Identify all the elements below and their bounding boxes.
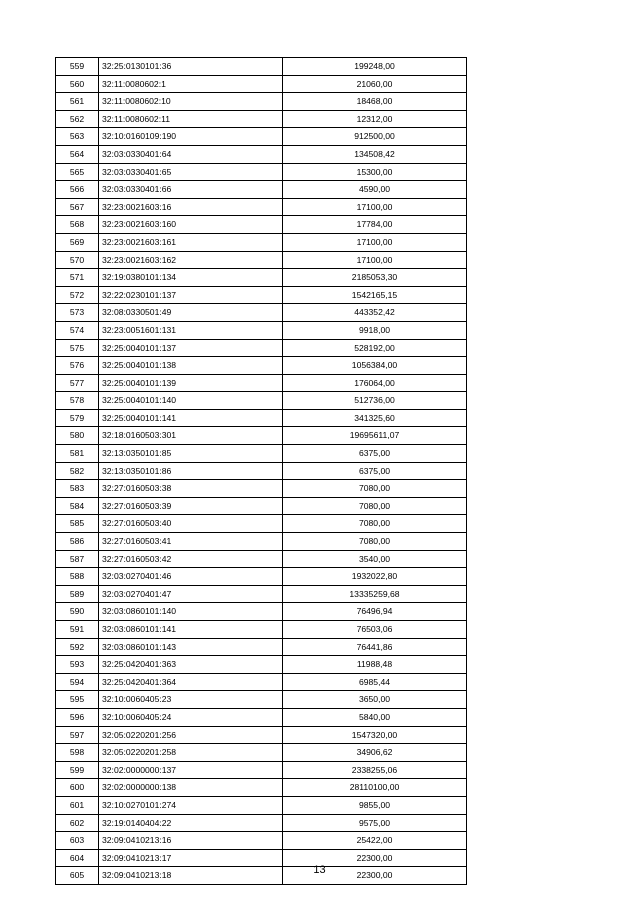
cadastral-number-cell: 32:27:0160503:40 — [99, 515, 283, 533]
value-cell: 1056384,00 — [283, 357, 467, 375]
value-cell: 9575,00 — [283, 814, 467, 832]
value-cell: 76503,06 — [283, 621, 467, 639]
table-row — [56, 233, 467, 251]
cadastral-number-cell: 32:10:0060405:23 — [99, 691, 283, 709]
cadastral-number-cell: 32:23:0051601:131 — [99, 321, 283, 339]
table-row — [56, 621, 467, 639]
row-number-cell: 593 — [56, 656, 99, 674]
cadastral-number-cell: 32:25:0420401:364 — [99, 673, 283, 691]
table-row — [56, 128, 467, 146]
cadastral-number-cell: 32:09:0410213:17 — [99, 849, 283, 867]
cadastral-number-cell: 32:23:0021603:161 — [99, 233, 283, 251]
table-row — [56, 409, 467, 427]
table-row — [56, 568, 467, 586]
value-cell: 1547320,00 — [283, 726, 467, 744]
table-row — [56, 691, 467, 709]
row-number-cell: 603 — [56, 832, 99, 850]
value-cell: 25422,00 — [283, 832, 467, 850]
cadastral-number-cell: 32:25:0040101:139 — [99, 374, 283, 392]
value-cell: 1932022,80 — [283, 568, 467, 586]
page-number: 13 — [313, 864, 326, 876]
value-cell: 17784,00 — [283, 216, 467, 234]
cadastral-number-cell: 32:11:0080602:11 — [99, 110, 283, 128]
row-number-cell: 586 — [56, 533, 99, 551]
cadastral-number-cell: 32:10:0270101:274 — [99, 796, 283, 814]
cadastral-number-cell: 32:27:0160503:38 — [99, 480, 283, 498]
row-number-cell: 594 — [56, 673, 99, 691]
table-row — [56, 216, 467, 234]
value-cell: 7080,00 — [283, 480, 467, 498]
row-number-cell: 605 — [56, 867, 99, 885]
value-cell: 7080,00 — [283, 497, 467, 515]
table-row — [56, 445, 467, 463]
value-cell: 17100,00 — [283, 233, 467, 251]
value-cell: 19695611,07 — [283, 427, 467, 445]
row-number-cell: 601 — [56, 796, 99, 814]
value-cell: 22300,00 — [283, 849, 467, 867]
table-row — [56, 779, 467, 797]
row-number-cell: 589 — [56, 585, 99, 603]
table-row — [56, 304, 467, 322]
row-number-cell: 584 — [56, 497, 99, 515]
row-number-cell: 559 — [56, 58, 99, 76]
cadastral-number-cell: 32:03:0330401:66 — [99, 181, 283, 199]
cadastral-number-cell: 32:03:0860101:143 — [99, 638, 283, 656]
row-number-cell: 596 — [56, 708, 99, 726]
cadastral-number-cell: 32:11:0080602:10 — [99, 93, 283, 111]
table-row — [56, 357, 467, 375]
cadastral-number-cell: 32:09:0410213:16 — [99, 832, 283, 850]
row-number-cell: 588 — [56, 568, 99, 586]
value-cell: 341325,60 — [283, 409, 467, 427]
row-number-cell: 573 — [56, 304, 99, 322]
row-number-cell: 587 — [56, 550, 99, 568]
row-number-cell: 567 — [56, 198, 99, 216]
cadastral-number-cell: 32:05:0220201:256 — [99, 726, 283, 744]
table-body — [56, 58, 467, 885]
value-cell: 7080,00 — [283, 515, 467, 533]
cadastral-number-cell: 32:13:0350101:85 — [99, 445, 283, 463]
cadastral-number-cell: 32:19:0140404:22 — [99, 814, 283, 832]
row-number-cell: 561 — [56, 93, 99, 111]
cadastral-number-cell: 32:25:0130101:36 — [99, 58, 283, 76]
row-number-cell: 590 — [56, 603, 99, 621]
value-cell: 528192,00 — [283, 339, 467, 357]
row-number-cell: 575 — [56, 339, 99, 357]
cadastral-number-cell: 32:23:0021603:162 — [99, 251, 283, 269]
table-row — [56, 497, 467, 515]
row-number-cell: 571 — [56, 269, 99, 287]
cadastral-number-cell: 32:03:0330401:64 — [99, 145, 283, 163]
cadastral-number-cell: 32:10:0160109:190 — [99, 128, 283, 146]
value-cell: 443352,42 — [283, 304, 467, 322]
table-row — [56, 269, 467, 287]
table-row — [56, 796, 467, 814]
value-cell: 9855,00 — [283, 796, 467, 814]
value-cell: 2338255,06 — [283, 761, 467, 779]
value-cell: 28110100,00 — [283, 779, 467, 797]
row-number-cell: 570 — [56, 251, 99, 269]
value-cell: 6985,44 — [283, 673, 467, 691]
value-cell: 512736,00 — [283, 392, 467, 410]
cadastral-number-cell: 32:09:0410213:18 — [99, 867, 283, 885]
table-row — [56, 673, 467, 691]
cadastral-number-cell: 32:08:0330501:49 — [99, 304, 283, 322]
table-row — [56, 480, 467, 498]
row-number-cell: 560 — [56, 75, 99, 93]
table-row — [56, 374, 467, 392]
value-cell: 18468,00 — [283, 93, 467, 111]
table-row — [56, 198, 467, 216]
table-row — [56, 726, 467, 744]
table-row — [56, 462, 467, 480]
cadastral-number-cell: 32:03:0860101:141 — [99, 621, 283, 639]
row-number-cell: 595 — [56, 691, 99, 709]
cadastral-number-cell: 32:27:0160503:41 — [99, 533, 283, 551]
row-number-cell: 583 — [56, 480, 99, 498]
row-number-cell: 597 — [56, 726, 99, 744]
value-cell: 13335259,68 — [283, 585, 467, 603]
value-cell: 34906,62 — [283, 744, 467, 762]
row-number-cell: 604 — [56, 849, 99, 867]
table-row — [56, 427, 467, 445]
value-cell: 76496,94 — [283, 603, 467, 621]
cadastral-number-cell: 32:03:0330401:65 — [99, 163, 283, 181]
cadastral-number-cell: 32:25:0040101:140 — [99, 392, 283, 410]
row-number-cell: 591 — [56, 621, 99, 639]
table-row — [56, 321, 467, 339]
row-number-cell: 574 — [56, 321, 99, 339]
row-number-cell: 578 — [56, 392, 99, 410]
table-row — [56, 832, 467, 850]
value-cell: 17100,00 — [283, 198, 467, 216]
value-cell: 6375,00 — [283, 462, 467, 480]
table-row — [56, 744, 467, 762]
table-row — [56, 656, 467, 674]
value-cell: 76441,86 — [283, 638, 467, 656]
cadastral-number-cell: 32:10:0060405:24 — [99, 708, 283, 726]
value-cell: 11988,48 — [283, 656, 467, 674]
cadastral-number-cell: 32:23:0021603:160 — [99, 216, 283, 234]
table-row — [56, 93, 467, 111]
value-cell: 176064,00 — [283, 374, 467, 392]
cadastral-number-cell: 32:25:0040101:141 — [99, 409, 283, 427]
cadastral-number-cell: 32:02:0000000:138 — [99, 779, 283, 797]
cadastral-number-cell: 32:02:0000000:137 — [99, 761, 283, 779]
value-cell: 17100,00 — [283, 251, 467, 269]
value-cell: 4590,00 — [283, 181, 467, 199]
row-number-cell: 602 — [56, 814, 99, 832]
cadastral-number-cell: 32:25:0420401:363 — [99, 656, 283, 674]
cadastral-number-cell: 32:18:0160503:301 — [99, 427, 283, 445]
table-row — [56, 761, 467, 779]
value-cell: 12312,00 — [283, 110, 467, 128]
value-cell: 7080,00 — [283, 533, 467, 551]
table-row — [56, 638, 467, 656]
value-cell: 2185053,30 — [283, 269, 467, 287]
table-row — [56, 339, 467, 357]
table-row — [56, 251, 467, 269]
value-cell: 6375,00 — [283, 445, 467, 463]
cadastral-number-cell: 32:25:0040101:137 — [99, 339, 283, 357]
value-cell: 134508,42 — [283, 145, 467, 163]
value-cell: 3650,00 — [283, 691, 467, 709]
value-cell: 21060,00 — [283, 75, 467, 93]
cadastral-number-cell: 32:23:0021603:16 — [99, 198, 283, 216]
row-number-cell: 569 — [56, 233, 99, 251]
table-row — [56, 708, 467, 726]
cadastral-number-cell: 32:27:0160503:39 — [99, 497, 283, 515]
table-row — [56, 603, 467, 621]
row-number-cell: 572 — [56, 286, 99, 304]
table-row — [56, 286, 467, 304]
table-row — [56, 392, 467, 410]
cadastral-number-cell: 32:03:0860101:140 — [99, 603, 283, 621]
cadastral-number-cell: 32:25:0040101:138 — [99, 357, 283, 375]
row-number-cell: 562 — [56, 110, 99, 128]
value-cell: 9918,00 — [283, 321, 467, 339]
row-number-cell: 568 — [56, 216, 99, 234]
row-number-cell: 585 — [56, 515, 99, 533]
row-number-cell: 564 — [56, 145, 99, 163]
row-number-cell: 566 — [56, 181, 99, 199]
row-number-cell: 599 — [56, 761, 99, 779]
table-row — [56, 145, 467, 163]
table-row — [56, 814, 467, 832]
table-row — [56, 75, 467, 93]
row-number-cell: 577 — [56, 374, 99, 392]
row-number-cell: 592 — [56, 638, 99, 656]
table-row — [56, 533, 467, 551]
row-number-cell: 579 — [56, 409, 99, 427]
row-number-cell: 563 — [56, 128, 99, 146]
registry-table — [55, 57, 467, 885]
cadastral-number-cell: 32:22:0230101:137 — [99, 286, 283, 304]
table-row — [56, 181, 467, 199]
row-number-cell: 581 — [56, 445, 99, 463]
row-number-cell: 576 — [56, 357, 99, 375]
cadastral-number-cell: 32:05:0220201:258 — [99, 744, 283, 762]
row-number-cell: 582 — [56, 462, 99, 480]
table-row — [56, 110, 467, 128]
cadastral-number-cell: 32:27:0160503:42 — [99, 550, 283, 568]
value-cell: 912500,00 — [283, 128, 467, 146]
value-cell: 199248,00 — [283, 58, 467, 76]
row-number-cell: 600 — [56, 779, 99, 797]
value-cell: 3540,00 — [283, 550, 467, 568]
value-cell: 22300,00 — [283, 867, 467, 885]
cadastral-number-cell: 32:03:0270401:47 — [99, 585, 283, 603]
cadastral-number-cell: 32:19:0380101:134 — [99, 269, 283, 287]
table-row — [56, 163, 467, 181]
value-cell: 15300,00 — [283, 163, 467, 181]
table-row — [56, 515, 467, 533]
table-row — [56, 550, 467, 568]
cadastral-number-cell: 32:03:0270401:46 — [99, 568, 283, 586]
value-cell: 5840,00 — [283, 708, 467, 726]
cadastral-number-cell: 32:13:0350101:86 — [99, 462, 283, 480]
row-number-cell: 565 — [56, 163, 99, 181]
row-number-cell: 598 — [56, 744, 99, 762]
value-cell: 1542165,15 — [283, 286, 467, 304]
table-row — [56, 58, 467, 76]
row-number-cell: 580 — [56, 427, 99, 445]
cadastral-number-cell: 32:11:0080602:1 — [99, 75, 283, 93]
table-row — [56, 585, 467, 603]
